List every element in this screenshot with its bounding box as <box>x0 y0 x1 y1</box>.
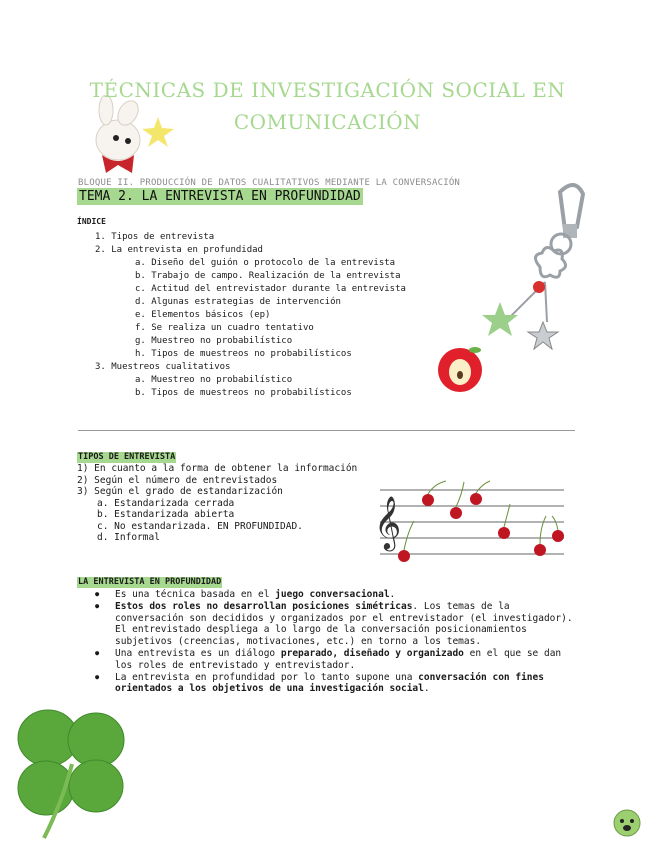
bullet-item: ● Una entrevista es un diálogo preparado, diseñado y organizado en el que se dan los roles de entrevistado y entrevistador. <box>95 648 575 672</box>
rabbit-sticker <box>88 95 183 175</box>
music-cherries-sticker <box>372 476 572 568</box>
index-item: 2. La entrevista en profundidad <box>95 245 263 255</box>
indice-heading: ÍNDICE <box>77 217 106 226</box>
index-item: g. Muestreo no probabilístico <box>135 336 293 346</box>
index-item: f. Se realiza un cuadro tentativo <box>135 323 314 333</box>
tipos-item: a. Estandarizada cerrada <box>97 497 235 509</box>
index-item: c. Actitud del entrevistador durante la entrevista <box>135 284 406 294</box>
index-item: d. Algunas estrategias de intervención <box>135 297 341 307</box>
section-divider <box>78 430 575 431</box>
index-list <box>95 231 406 400</box>
tipos-item: 1) En cuanto a la forma de obtener la información <box>77 463 358 474</box>
bullet-item: ● Es una técnica basada en el juego conversacional. <box>95 589 575 601</box>
index-item: 1. Tipos de entrevista <box>95 232 215 242</box>
page-title-line2: COMUNICACIÓN <box>233 110 422 134</box>
index-item: a. Muestreo no probabilístico <box>135 375 293 385</box>
clover-sticker <box>8 700 133 840</box>
bullet-item: ● La entrevista en profundidad por lo tanto supone una conversación con fines orientados a los objetivos de una investigación social. <box>95 672 575 696</box>
index-item: 3. Muestreos cualitativos <box>95 362 231 372</box>
tipos-item: 3) Según el grado de estandarización <box>77 486 283 497</box>
index-item: e. Elementos básicos (ep) <box>135 310 271 320</box>
tipos-item: 2) Según el número de entrevistados <box>77 474 278 486</box>
keychain-sticker <box>425 172 605 402</box>
tipos-heading: TIPOS DE ENTREVISTA <box>78 452 176 462</box>
bullet-item: ● Estos dos roles no desarrollan posiciones simétricas. Los temas de la conversación son decididos y organizados por el entrevistador (el investigador). El entrevistado despliega a lo largo de la conversación posicionamientos subjetivos (creencias, motivaciones, etc.) en torno a los temas. <box>95 601 575 648</box>
index-item: b. Trabajo de campo. Realización de la entrevista <box>135 271 401 281</box>
svg-text:𝄞: 𝄞 <box>374 495 402 549</box>
tipos-item: c. No estandarizada. EN PROFUNDIDAD. <box>97 520 303 532</box>
tipos-item: d. Informal <box>97 532 160 543</box>
index-item: b. Tipos de muestreos no probabilísticos <box>135 388 352 398</box>
page-title-line1: TÉCNICAS DE INVESTIGACIÓN SOCIAL EN <box>89 78 566 102</box>
profundidad-bullets <box>95 589 575 695</box>
index-item: h. Tipos de muestreos no probabilísticos <box>135 349 352 359</box>
index-item: a. Diseño del guión o protocolo de la entrevista <box>135 258 396 268</box>
tipos-item: b. Estandarizada abierta <box>97 509 235 520</box>
green-face-sticker <box>612 808 642 838</box>
block-label: BLOQUE II. PRODUCCIÓN DE DATOS CUALITATIVOS MEDIANTE LA CONVERSACIÓN <box>78 178 461 188</box>
tema-heading: TEMA 2. LA ENTREVISTA EN PROFUNDIDAD <box>79 189 361 204</box>
profundidad-heading: LA ENTREVISTA EN PROFUNDIDAD <box>78 577 222 587</box>
tipos-list <box>77 463 357 544</box>
